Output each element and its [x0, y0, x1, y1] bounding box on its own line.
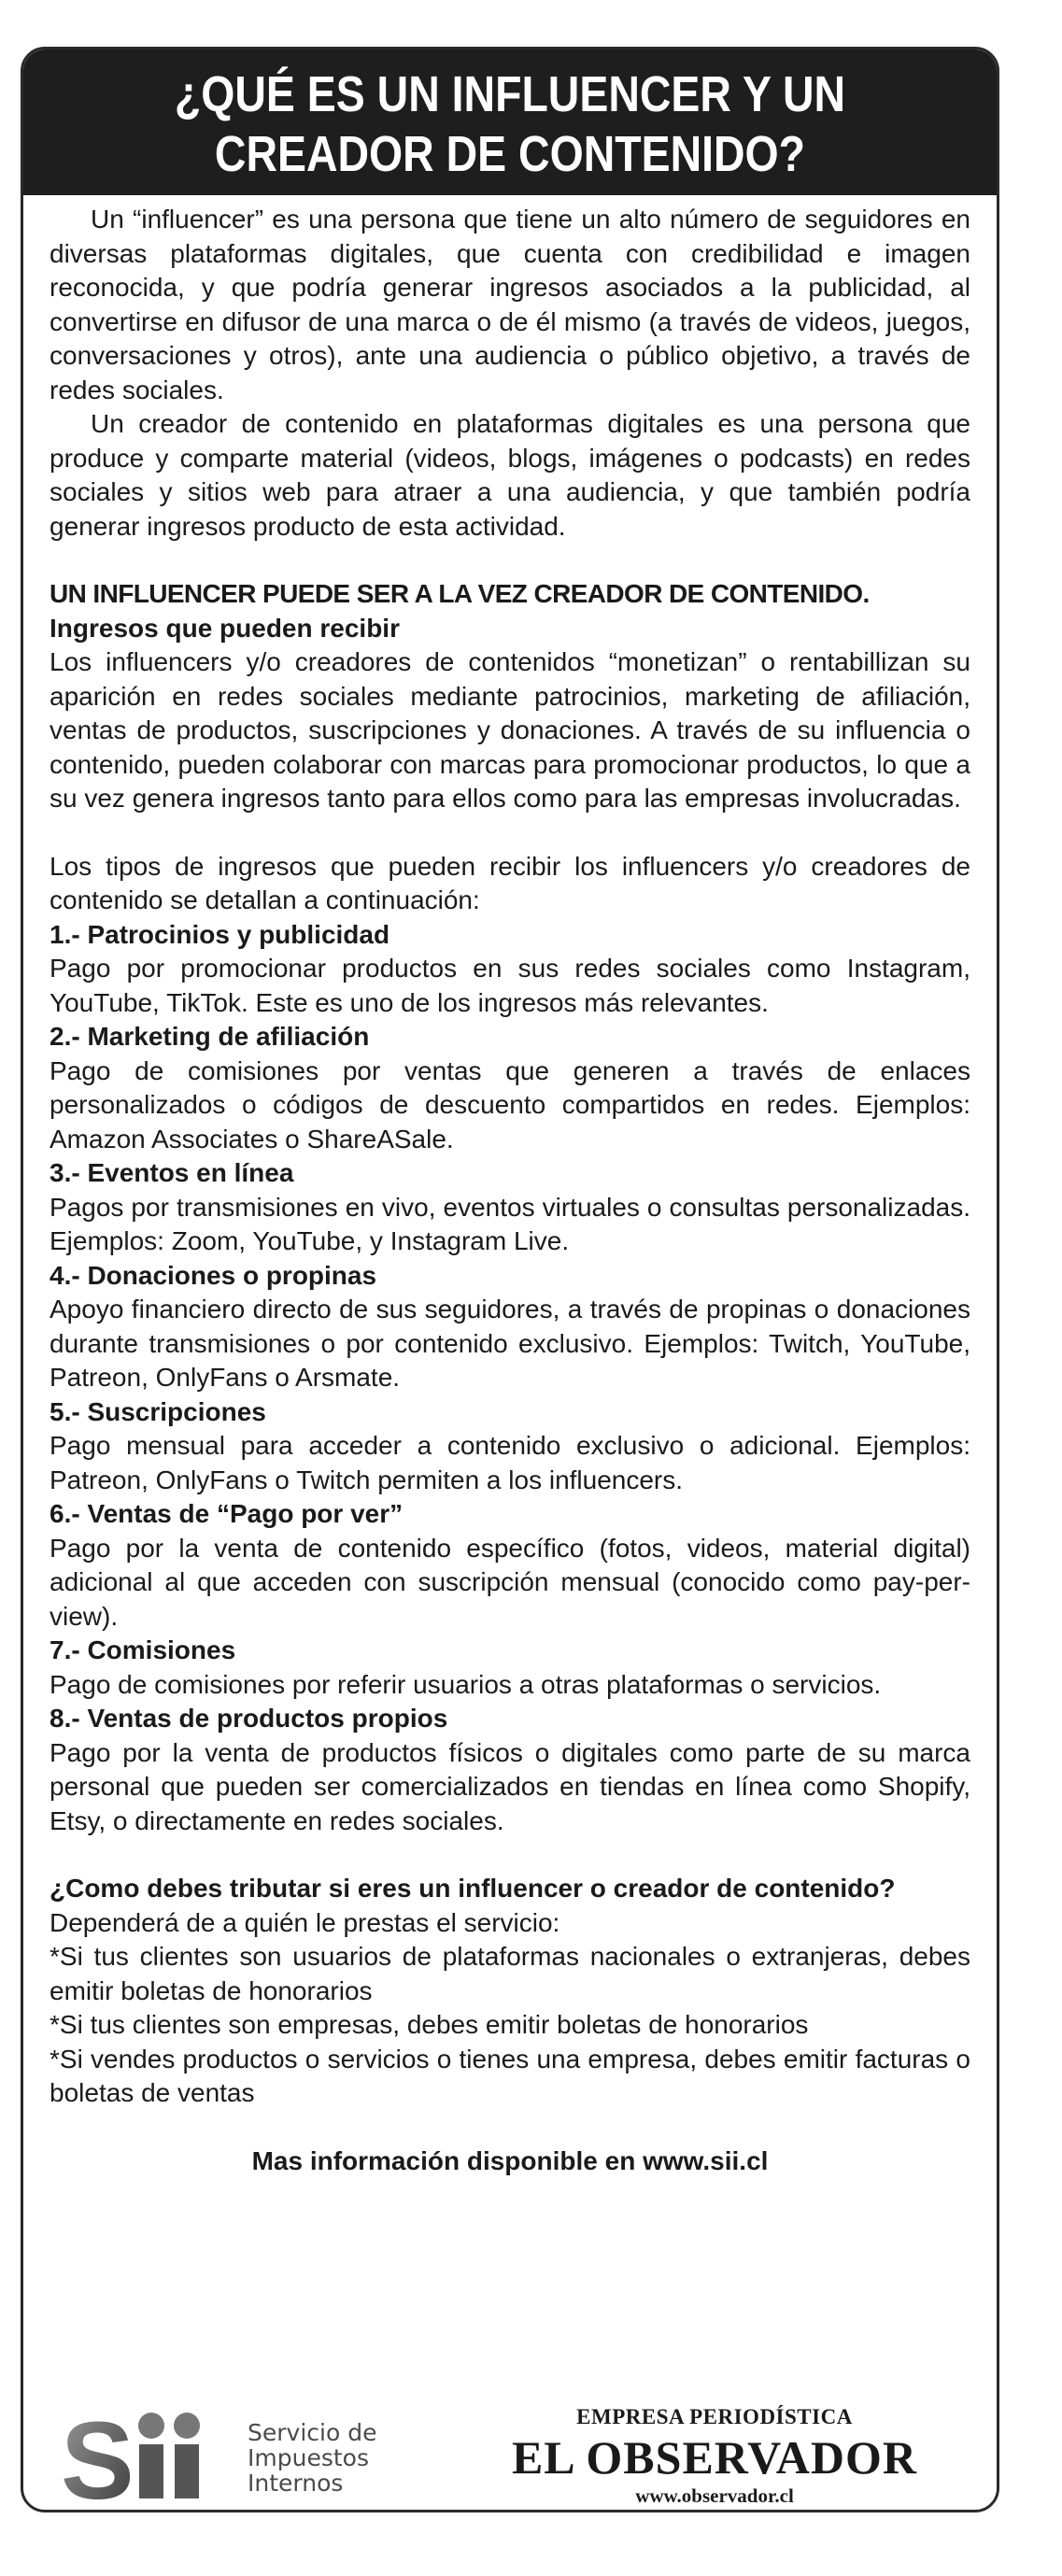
article-card — [21, 47, 999, 2512]
svg-text:S: S — [61, 2409, 129, 2502]
type-description: Pago por promocionar productos en sus redes sociales como Instagram, YouTube, TikTok. Este es uno de los ingresos más relevantes. — [50, 954, 970, 1017]
tax-item: *Si tus clientes son empresas, debes emitir boletas de honorarios — [50, 2010, 809, 2039]
type-title: 5.- Suscripciones — [50, 1396, 266, 1426]
newspaper-name: EL OBSERVADOR — [511, 2431, 918, 2484]
type-description: Pago mensual para acceder a contenido exclusivo o adicional. Ejemplos: Patreon, OnlyFans o Twitch permiten a los influencers. — [50, 1431, 970, 1494]
type-description: Pago de comisiones por ventas que generen a través de enlaces personalizados o códigos de descuento compartidos en redes. Ejemplos: Amazon Associates o ShareASale. — [50, 1055, 970, 1154]
type-title: 6.- Ventas de “Pago por ver” — [50, 1499, 404, 1528]
intro-paragraph-influencer: Un “influencer” es una persona que tiene un alto número de seguidores en diversas plataformas digitales, que cuenta con credibilidad e imagen reconocida, y que podría generar ingresos asociados a la publicidad, al convertirse en difusor de una marca o de él mismo (a través de videos, juegos, conversaciones y otros), ante una audiencia o público objetivo, a través de redes sociales. — [50, 205, 970, 404]
page-title: ¿QUÉ ES UN INFLUENCER Y UN CREADOR DE CONTENIDO? — [174, 66, 846, 182]
spacer — [50, 2111, 970, 2144]
intro-paragraph-creator: Un creador de contenido en plataformas digitales es una persona que produce y comparte material (videos, blogs, imágenes o podcasts) en redes sociales y sitios web para atraer a una audiencia, y que también podría generar ingresos producto de esta actividad. — [50, 409, 970, 541]
type-title: 1.- Patrocinios y publicidad — [50, 919, 390, 949]
spacer — [50, 1838, 970, 1872]
section-heading: UN INFLUENCER PUEDE SER A LA VEZ CREADOR DE CONTENIDO. — [50, 579, 870, 608]
type-description: Pago por la venta de contenido específico (fotos, videos, material digital) adicional al que acceden con suscripción mensual (conocido como pay-per-view). — [50, 1533, 970, 1631]
title-banner — [23, 50, 997, 195]
type-description: Pago por la venta de productos físicos o digitales como parte de su marca personal que pueden ser comercializados en tiendas en línea como Shopify, Etsy, o directamente en redes sociales. — [50, 1737, 970, 1835]
section-subheading: Ingresos que pueden recibir — [50, 613, 400, 643]
type-description: Pagos por transmisiones en vivo, eventos virtuales o consultas personalizadas. Ejemplos: Zoom, YouTube, y Instagram Live. — [50, 1192, 970, 1255]
spacer — [50, 544, 970, 577]
tax-item: *Si vendes productos o servicios o tienes una empresa, debes emitir facturas o boletas de ventas — [50, 2044, 970, 2107]
footer — [23, 2403, 997, 2506]
type-title: 3.- Eventos en línea — [50, 1158, 294, 1187]
type-title: 2.- Marketing de afiliación — [50, 1022, 370, 1051]
section-paragraph: Los influencers y/o creadores de contenidos “monetizan” o rentabillizan su aparición en redes sociales mediante patrocinios, marketing de afiliación, ventas de productos, suscripciones y donaciones. A través de su influencia o contenido, pueden colaborar con marcas para promocionar productos, lo que a su vez genera ingresos tanto para ellos como para las empresas involucradas. — [50, 647, 970, 813]
sii-name: Servicio de Impuestos Internos — [248, 2419, 377, 2497]
type-title: 4.- Donaciones o propinas — [50, 1260, 377, 1290]
tax-heading: ¿Como debes tributar si eres un influencer o creador de contenido? — [50, 1874, 896, 1903]
type-description: Apoyo financiero directo de sus seguidores, a través de propinas o donaciones durante transmisiones o por contenido exclusivo. Ejemplos: Twitch, YouTube, Patreon, OnlyFans o Arsmate. — [50, 1295, 970, 1392]
newspaper-tagline: EMPRESA PERIODÍSTICA — [576, 2405, 853, 2428]
sii-logo-icon — [61, 2409, 238, 2502]
more-info-link-text: Mas información disponible en www.sii.cl — [251, 2145, 769, 2175]
newspaper-url: www.observador.cl — [635, 2484, 794, 2507]
article-body — [23, 195, 997, 2178]
tax-item: *Si tus clientes son usuarios de plataformas nacionales o extranjeras, debes emitir boletas de honorarios — [50, 1942, 970, 2005]
type-title: 8.- Ventas de productos propios — [50, 1704, 448, 1733]
type-title: 7.- Comisiones — [50, 1635, 236, 1664]
newspaper-logo — [472, 2403, 957, 2508]
sii-logo — [61, 2403, 434, 2506]
type-description: Pago de comisiones por referir usuarios a otras plataformas o servicios. — [50, 1669, 882, 1699]
spacer — [50, 816, 970, 850]
tax-intro: Dependerá de a quién le prestas el servicio: — [50, 1907, 560, 1937]
types-intro: Los tipos de ingresos que pueden recibir los influencers y/o creadores de contenido se detallan a continuación: — [50, 851, 970, 914]
